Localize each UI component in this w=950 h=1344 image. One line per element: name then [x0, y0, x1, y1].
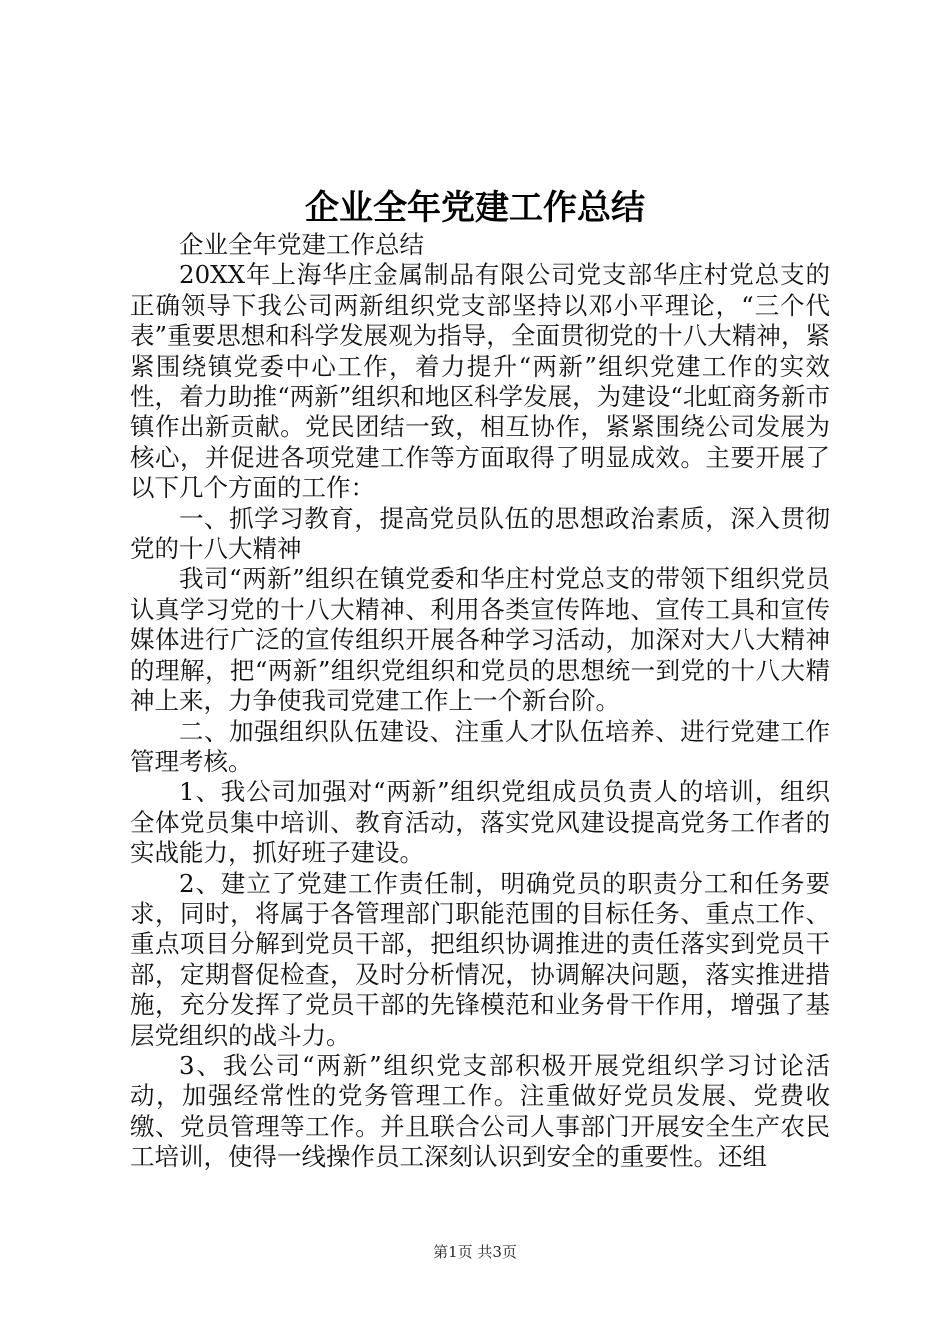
paragraph-section-1-body: 我司“两新”组织在镇党委和华庄村党总支的带领下组织党员认真学习党的十八大精神、利用各类宣传阵地、宣传工具和宣传媒体进行广泛的宣传组织开展各种学习活动，加深对大八大精神的理解，把“两新”组织党组织和党员的思想统一到党的十八大精神上来，力争使我司党建工作上一个新台阶。	[130, 564, 830, 716]
document-body	[130, 230, 830, 1173]
paragraph-item-1: 1、我公司加强对“两新”组织党组成员负责人的培训，组织全体党员集中培训、教育活动，落实党风建设提高党务工作者的实战能力，抓好班子建设。	[130, 777, 830, 868]
paragraph-section-2-heading: 二、加强组织队伍建设、注重人才队伍培养、进行党建工作管理考核。	[130, 716, 830, 776]
paragraph-section-1-heading: 一、抓学习教育，提高党员队伍的思想政治素质，深入贯彻党的十八大精神	[130, 503, 830, 564]
document-title: 企业全年党建工作总结	[305, 188, 645, 228]
paragraph-item-2: 2、建立了党建工作责任制，明确党员的职责分工和任务要求，同时，将属于各管理部门职能范围的目标任务、重点工作、重点项目分解到党员干部，把组织协调推进的责任落实到党员干部，定期督促检查，及时分析情况，协调解决问题，落实推进措施，充分发挥了党员干部的先锋模范和业务骨干作用，增强了基层党组织的战斗力。	[130, 868, 830, 1050]
page-number-footer: 第1页 共3页	[433, 1243, 517, 1261]
paragraph-item-3: 3、我公司“两新”组织党支部积极开展党组织学习讨论活动，加强经常性的党务管理工作。注重做好党员发展、党费收缴、党员管理等工作。并且联合公司人事部门开展安全生产农民工培训，使得一线操作员工深刻认识到安全的重要性。还组	[130, 1050, 830, 1172]
paragraph-intro: 20XX年上海华庄金属制品有限公司党支部华庄村党总支的正确领导下我公司两新组织党支部坚持以邓小平理论，“三个代表”重要思想和科学发展观为指导，全面贯彻党的十八大精神，紧紧围绕镇党委中心工作，着力提升“两新”组织党建工作的实效性，着力助推“两新”组织和地区科学发展，为建设“北虹商务新市镇作出新贡献。党民团结一致，相互协作，紧紧围绕公司发展为核心，并促进各项党建工作等方面取得了明显成效。主要开展了以下几个方面的工作：	[130, 260, 830, 503]
paragraph-heading-repeat: 企业全年党建工作总结	[179, 230, 424, 259]
